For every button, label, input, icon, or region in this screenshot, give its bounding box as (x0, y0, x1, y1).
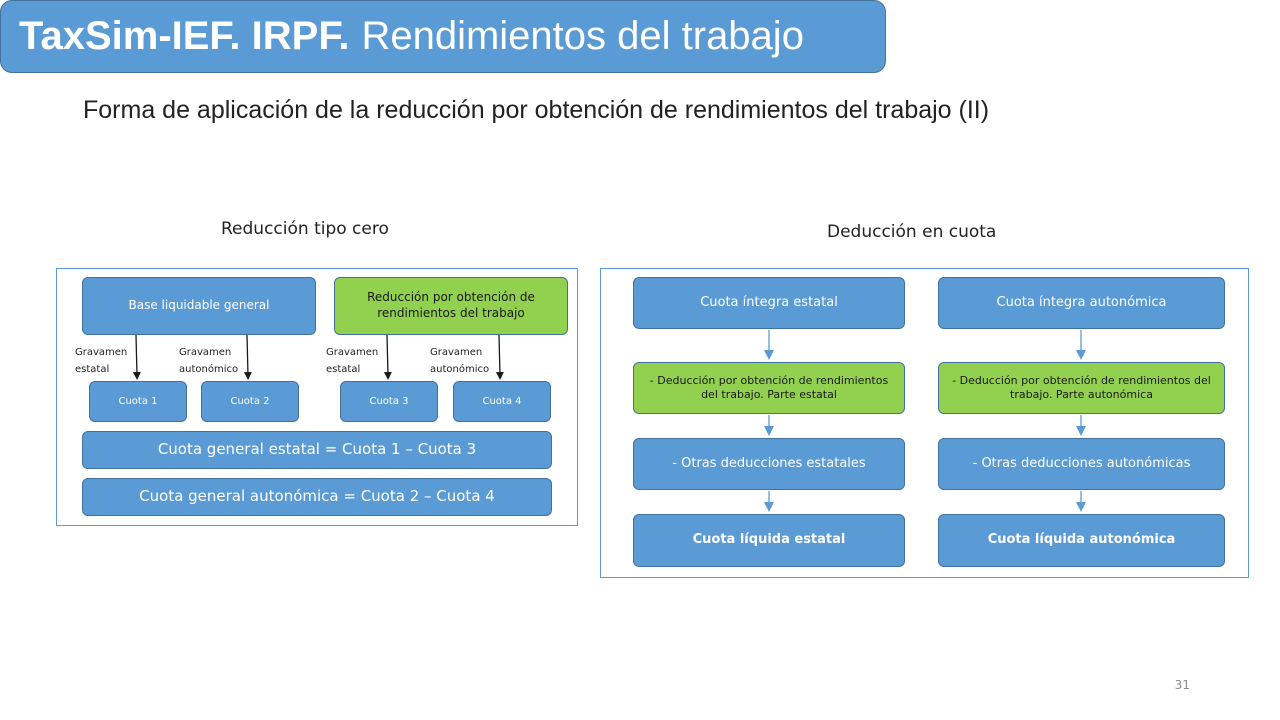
title-bold: TaxSim-IEF. IRPF. (19, 14, 350, 58)
title-rest: Rendimientos del trabajo (361, 14, 804, 58)
left-section-heading: Reducción tipo cero (221, 219, 389, 239)
otras-deducciones-autonomicas-box: - Otras deducciones autonómicas (938, 438, 1225, 490)
cuota-4-box: Cuota 4 (453, 381, 551, 422)
base-liquidable-box: Base liquidable general (82, 277, 316, 335)
cuota-1-box: Cuota 1 (89, 381, 187, 422)
slide-subtitle: Forma de aplicación de la reducción por obtención de rendimientos del trabajo (II) (83, 96, 990, 124)
gravamen-label-4: Gravamen autonómico (430, 347, 490, 375)
cuota-2-box: Cuota 2 (201, 381, 299, 422)
page-number: 31 (1174, 678, 1190, 692)
reduccion-rendimientos-box: Reducción por obtención de rendimientos del trabajo (334, 277, 568, 335)
cuota-general-estatal-box: Cuota general estatal = Cuota 1 – Cuota 3 (82, 431, 552, 469)
right-section-heading: Deducción en cuota (827, 222, 997, 242)
title-banner (0, 0, 886, 73)
otras-deducciones-estatales-box: - Otras deducciones estatales (633, 438, 905, 490)
gravamen-label-3: Gravamen estatal (326, 347, 379, 375)
cuota-liquida-estatal-box: Cuota líquida estatal (633, 514, 905, 567)
cuota-integra-estatal-box: Cuota íntegra estatal (633, 277, 905, 329)
cuota-general-autonomica-box: Cuota general autonómica = Cuota 2 – Cuota 4 (82, 478, 552, 516)
gravamen-label-2: Gravamen autonómico (179, 347, 239, 375)
cuota-3-box: Cuota 3 (340, 381, 438, 422)
cuota-integra-autonomica-box: Cuota íntegra autonómica (938, 277, 1225, 329)
deduccion-autonomica-box: - Deducción por obtención de rendimientos del trabajo. Parte autonómica (938, 362, 1225, 414)
gravamen-label-1: Gravamen estatal (75, 347, 128, 375)
cuota-liquida-autonomica-box: Cuota líquida autonómica (938, 514, 1225, 567)
deduccion-estatal-box: - Deducción por obtención de rendimientos del trabajo. Parte estatal (633, 362, 905, 414)
